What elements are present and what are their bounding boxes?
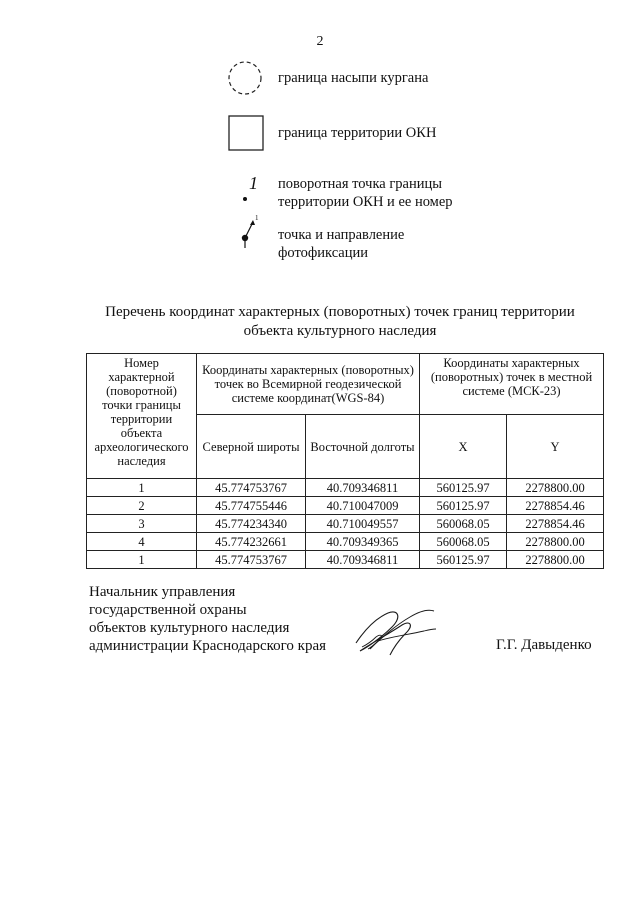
list-title [60,303,620,341]
dashed-circle-icon [226,58,266,98]
legend-item-okn-boundary [226,113,526,153]
cell-y: 2278800.00 [507,551,604,569]
handwritten-signature [350,603,440,663]
signer-name: Г.Г. Давыденко [496,637,592,653]
cell-longitude: 40.710049557 [306,515,420,533]
page-number: 2 [316,34,324,49]
signer-position [89,583,326,655]
legend-item-photo-point [226,211,526,261]
cell-number: 2 [87,497,197,515]
table-row [87,551,604,569]
cell-latitude: 45.774753767 [197,479,306,497]
cell-y: 2278854.46 [507,497,604,515]
cell-x: 560068.05 [420,533,507,551]
cell-longitude: 40.710047009 [306,497,420,515]
list-title-line2: объекта культурного наследия [243,323,437,339]
cell-x: 560125.97 [420,551,507,569]
table-row [87,497,604,515]
cell-latitude: 45.774755446 [197,497,306,515]
legend-label: граница территории ОКН [278,125,437,141]
position-line: администрации Краснодарского края [89,638,327,654]
cell-latitude: 45.774232661 [197,533,306,551]
cell-y: 2278800.00 [507,533,604,551]
cell-x: 560068.05 [420,515,507,533]
cell-number: 3 [87,515,197,533]
cell-number: 4 [87,533,197,551]
square-icon [226,113,266,153]
header-y: Y [507,415,604,479]
legend-label: поворотная точка границы территории ОКН и ее номер [278,176,453,210]
cell-number: 1 [87,479,197,497]
header-msk23: Координаты характерных (поворотных) точек в местной системе (МСК-23) [420,354,604,415]
legend-item-turning-point [226,172,526,212]
cell-y: 2278854.46 [507,515,604,533]
header-latitude: Северной широты [197,415,306,479]
header-x: X [420,415,507,479]
cell-x: 560125.97 [420,479,507,497]
header-point-number: Номер характерной (поворотной) точки границы территории объекта археологического наследия [87,354,197,479]
cell-longitude: 40.709346811 [306,479,420,497]
cell-latitude: 45.774753767 [197,551,306,569]
legend-label: граница насыпи кургана [278,70,429,86]
position-line: объектов культурного наследия [89,620,290,636]
position-line: государственной охраны [89,602,247,618]
table-row [87,479,604,497]
photo-point-direction-icon [226,211,266,251]
cell-y: 2278800.00 [507,479,604,497]
table-row [87,533,604,551]
coordinates-table [86,353,604,569]
cell-x: 560125.97 [420,497,507,515]
photo-point-number: 1 [255,214,259,222]
turning-point-icon [226,172,266,212]
cell-longitude: 40.709349365 [306,533,420,551]
cell-number: 1 [87,551,197,569]
turning-point-number: 1 [249,173,258,193]
table-header-row [87,354,604,415]
legend-label: точка и направление фотофиксации [278,227,405,261]
cell-latitude: 45.774234340 [197,515,306,533]
table-row [87,515,604,533]
header-longitude: Восточной долготы [306,415,420,479]
cell-longitude: 40.709346811 [306,551,420,569]
header-wgs84: Координаты характерных (поворотных) точек во Всемирной геодезической системе координат(WGS-84) [197,354,420,415]
legend-item-mound-boundary [226,58,526,98]
list-title-line1: Перечень координат характерных (поворотных) точек границ территории [105,304,575,320]
position-line: Начальник управления [89,584,236,600]
